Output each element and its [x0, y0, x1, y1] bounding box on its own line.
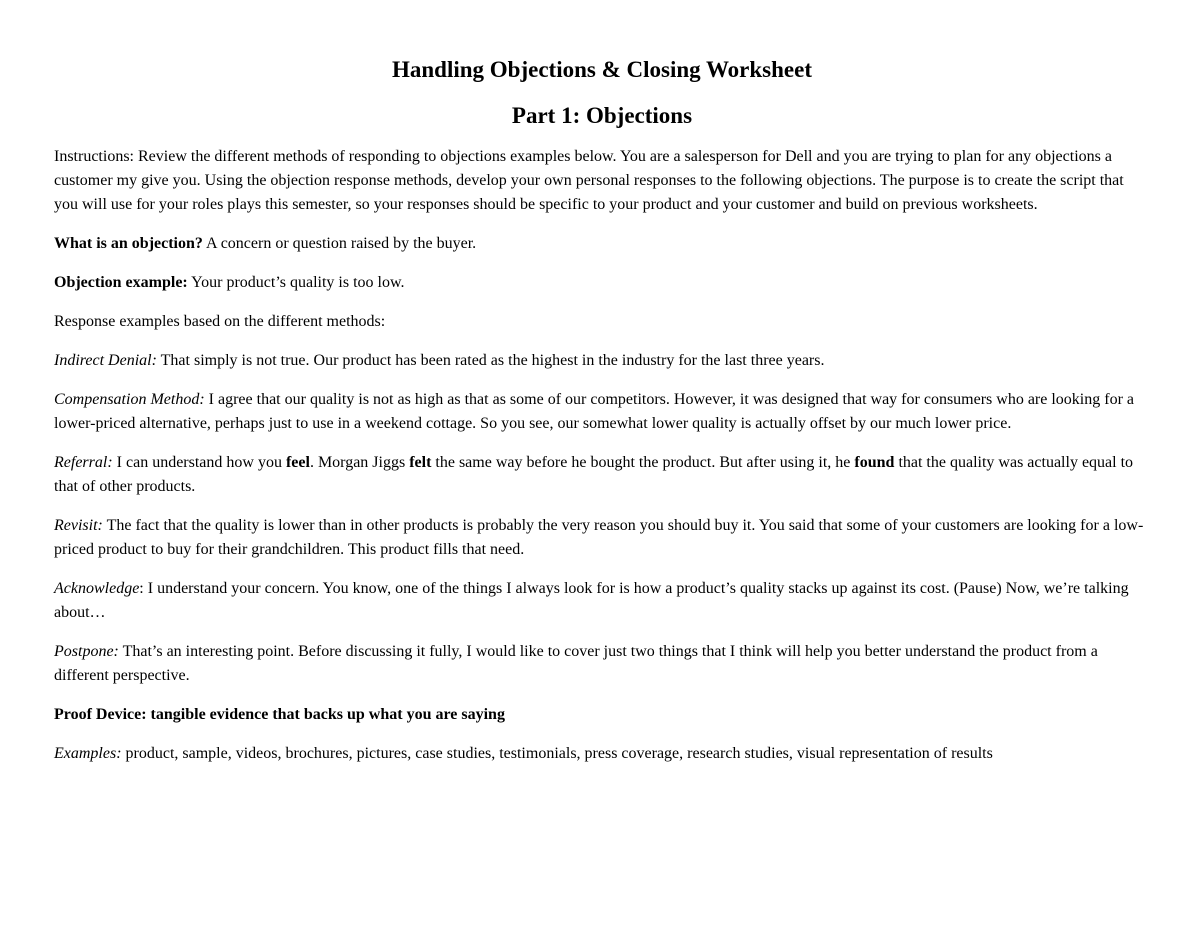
- postpone-label: Postpone:: [54, 643, 119, 660]
- document-title: Handling Objections & Closing Worksheet: [391, 57, 813, 82]
- examples-label: Examples:: [54, 745, 122, 762]
- revisit-text: The fact that the quality is lower than in other products is probably the very reason you should buy it. You said that some of your customers are looking for a low-priced product to buy for their grandchildren. This product fills that need.: [54, 517, 1144, 558]
- referral-text-1: I can understand how you: [112, 454, 286, 471]
- revisit-paragraph: [54, 514, 1150, 562]
- indirect-denial-paragraph: [54, 349, 1150, 373]
- examples-text: product, sample, videos, brochures, pictures, case studies, testimonials, press coverage, research studies, visual representation of results: [121, 745, 993, 762]
- compensation-label: Compensation Method:: [54, 391, 205, 408]
- referral-word-felt: felt: [409, 454, 432, 471]
- compensation-paragraph: [54, 388, 1150, 436]
- referral-text-2: . Morgan Jiggs: [309, 454, 410, 471]
- indirect-denial-label: Indirect Denial:: [54, 352, 157, 369]
- objection-definition: [54, 232, 1150, 256]
- referral-word-feel: feel: [285, 454, 310, 471]
- objection-example: [54, 271, 1150, 295]
- indirect-denial-text: That simply is not true. Our product has been rated as the highest in the industry for the last three years.: [156, 352, 825, 369]
- revisit-label: Revisit:: [54, 517, 103, 534]
- proof-device-heading: Proof Device: tangible evidence that backs up what you are saying: [54, 706, 505, 723]
- referral-paragraph: [54, 451, 1150, 499]
- definition-label: What is an objection?: [54, 235, 203, 252]
- section-heading: Part 1: Objections: [511, 103, 693, 128]
- acknowledge-label: Acknowledge: [54, 580, 140, 597]
- referral-label: Referral:: [54, 454, 113, 471]
- acknowledge-paragraph: [54, 577, 1150, 625]
- objection-example-text: Your product’s quality is too low.: [187, 274, 405, 291]
- examples-paragraph: [54, 742, 1150, 766]
- acknowledge-text: : I understand your concern. You know, one of the things I always look for is how a product’s quality stacks up against its cost. (Pause) Now, we’re talking about…: [54, 580, 1129, 621]
- objection-example-label: Objection example:: [54, 274, 188, 291]
- postpone-text: That’s an interesting point. Before discussing it fully, I would like to cover just two things that I think will help you better understand the product from a different perspective.: [54, 643, 1098, 684]
- instructions-paragraph: Instructions: Review the different methods of responding to objections examples below. You are a salesperson for Dell and you are trying to plan for any objections a customer my give you. Using the objection response methods, develop your own personal responses to the following objections. The purpose is to create the script that you will use for your roles plays this semester, so your responses should be specific to your product and your customer and build on previous worksheets.: [54, 148, 1124, 213]
- postpone-paragraph: [54, 640, 1150, 688]
- referral-text-3: the same way before he bought the product. But after using it, he: [431, 454, 855, 471]
- compensation-text: I agree that our quality is not as high as that as some of our competitors. However, it was designed that way for consumers who are looking for a lower-priced alternative, perhaps just to use in a weekend cottage. So you see, our somewhat lower quality is actually offset by our much lower price.: [54, 391, 1134, 432]
- referral-word-found: found: [854, 454, 895, 471]
- response-intro: Response examples based on the different methods:: [54, 313, 386, 330]
- definition-text: A concern or question raised by the buyer.: [202, 235, 477, 252]
- referral-text-4: that the quality was actually equal to that of other products.: [54, 454, 1134, 495]
